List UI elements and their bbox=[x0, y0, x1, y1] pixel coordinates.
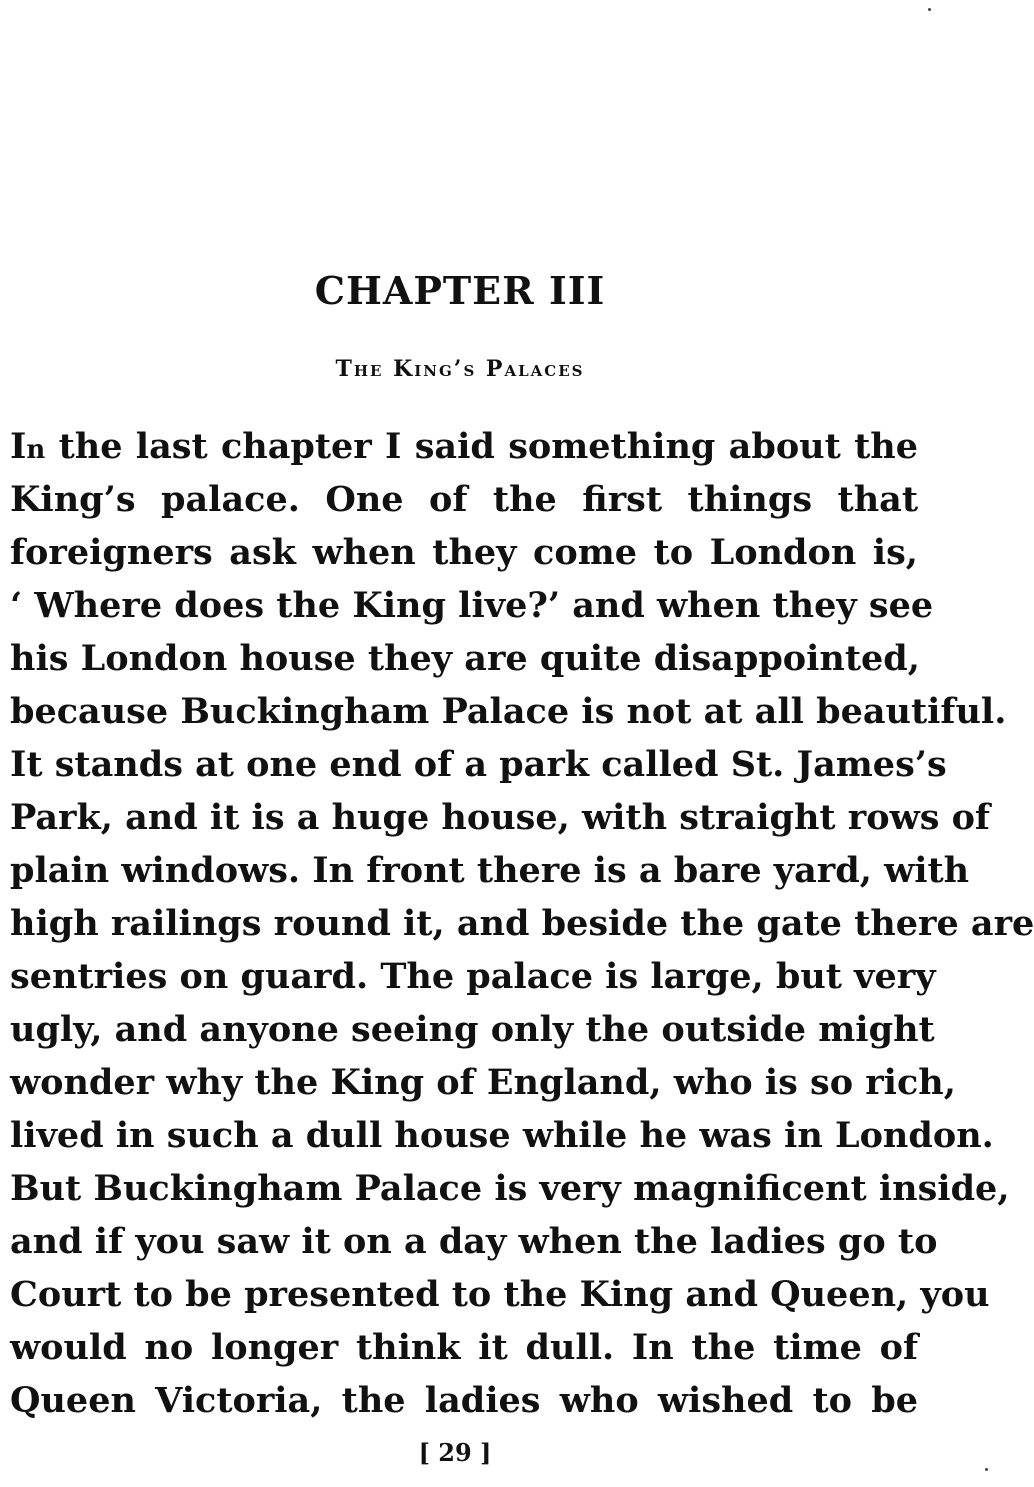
text-line: Court to be presented to the King and Queen, you bbox=[10, 1274, 990, 1315]
scan-speck bbox=[985, 1468, 988, 1471]
scan-speck bbox=[928, 8, 931, 11]
text-line: his London house they are quite disappointed, bbox=[10, 638, 920, 679]
page-number: [ 29 ] bbox=[418, 1438, 492, 1467]
initial-small-caps: n bbox=[26, 435, 46, 465]
text-line: would no longer think it dull. In the time of bbox=[10, 1327, 918, 1368]
text-line: sentries on guard. The palace is large, but very bbox=[10, 956, 936, 997]
text-line: It stands at one end of a park called St. James’s bbox=[10, 744, 947, 785]
text-line: ‘ Where does the King live?’ and when they see bbox=[10, 585, 934, 626]
text-line: plain windows. In front there is a bare yard, with bbox=[10, 850, 970, 891]
drop-initial: I bbox=[10, 426, 27, 467]
text-line: Queen Victoria, the ladies who wished to be bbox=[10, 1380, 918, 1421]
text-line: because Buckingham Palace is not at all beautiful. bbox=[10, 691, 1007, 732]
text-line: But Buckingham Palace is very magnificent inside, bbox=[10, 1168, 1010, 1209]
text-line bbox=[10, 420, 918, 473]
text-line: high railings round it, and beside the gate there are bbox=[10, 903, 1034, 944]
chapter-title: CHAPTER III bbox=[314, 268, 606, 313]
text-line: foreigners ask when they come to London is, bbox=[10, 532, 918, 573]
body-text bbox=[10, 420, 1034, 1427]
chapter-subtitle: The King’s Palaces bbox=[335, 356, 585, 382]
text-line: King’s palace. One of the first things that bbox=[10, 479, 918, 520]
text-line: Park, and it is a huge house, with straight rows of bbox=[10, 797, 990, 838]
text-line: wonder why the King of England, who is so rich, bbox=[10, 1062, 956, 1103]
line-text: the last chapter I said something about the bbox=[58, 426, 918, 467]
text-line: ugly, and anyone seeing only the outside might bbox=[10, 1009, 935, 1050]
text-line: lived in such a dull house while he was in London. bbox=[10, 1115, 994, 1156]
text-line: and if you saw it on a day when the ladies go to bbox=[10, 1221, 938, 1262]
